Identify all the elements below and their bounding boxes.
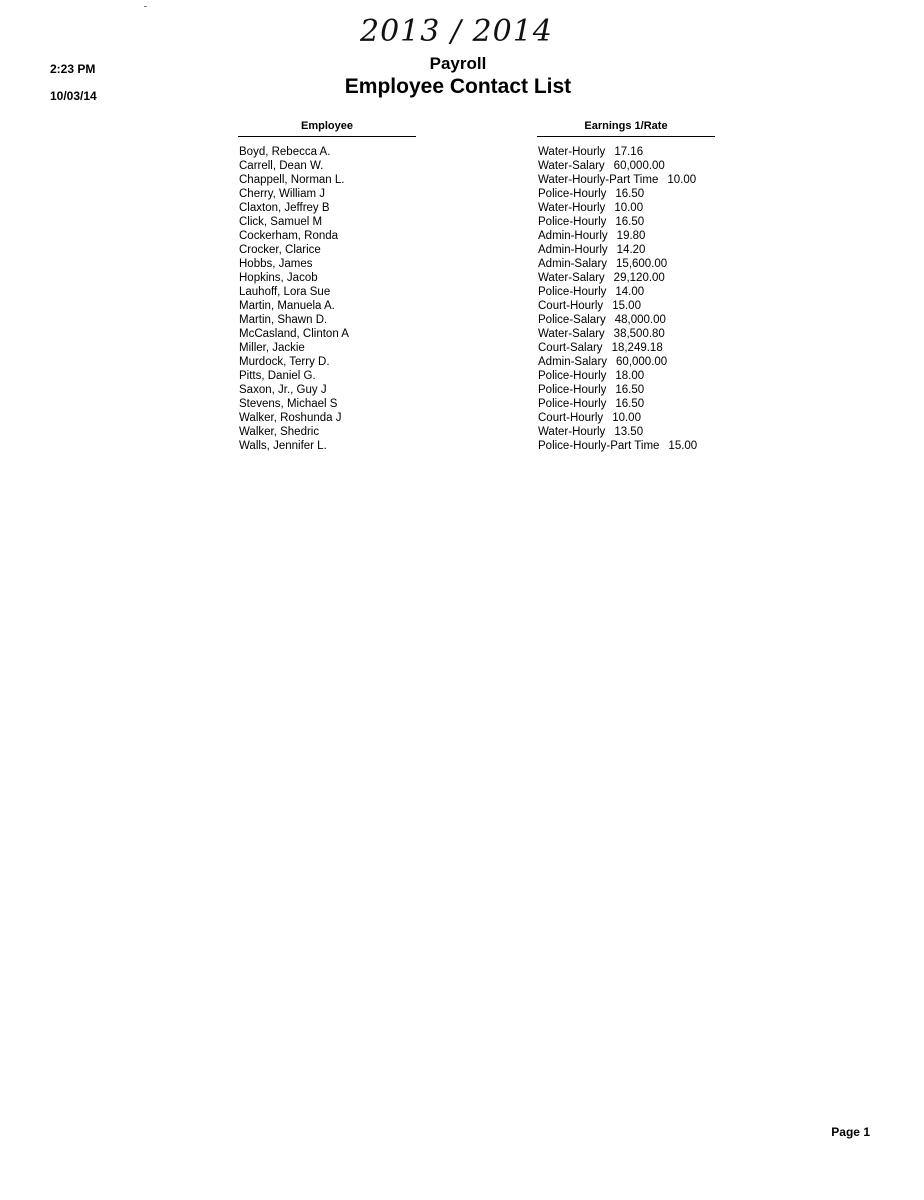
employee-name: Click, Samuel M [239,216,323,228]
earnings-rate: 18,249.18 [611,342,663,354]
table-row [0,201,924,215]
employee-name: Carrell, Dean W. [239,160,324,172]
table-row [0,173,924,187]
earnings-type: Police-Salary [538,314,606,326]
earnings-rate: 16.50 [615,216,645,228]
employee-name: Hopkins, Jacob [239,272,318,284]
earnings-rate: 18.00 [615,370,645,382]
earnings-rate: 48,000.00 [614,314,666,326]
earnings-type: Police-Hourly [538,188,607,200]
earnings-cell [538,159,665,173]
earnings-type: Water-Hourly [538,202,606,214]
employee-name: Claxton, Jeffrey B [239,202,330,214]
earnings-cell [538,341,663,355]
earnings-rate: 60,000.00 [616,356,668,368]
employee-name: Miller, Jackie [239,342,305,354]
employee-name: Cherry, William J [239,188,326,200]
earnings-cell [538,229,645,243]
earnings-rate: 16.50 [615,398,645,410]
earnings-type: Admin-Salary [538,356,608,368]
earnings-type: Police-Hourly [538,216,607,228]
employee-name: Boyd, Rebecca A. [239,146,331,158]
earnings-rate: 15,600.00 [616,258,668,270]
table-row [0,271,924,285]
employee-name: Crocker, Clarice [239,244,321,256]
table-row [0,383,924,397]
table-row [0,229,924,243]
earnings-rate: 14.20 [616,244,646,256]
earnings-cell [538,327,665,341]
earnings-rate: 15.00 [612,300,641,312]
earnings-cell [538,397,644,411]
table-row [0,215,924,229]
handwritten-year-annotation: 2013 / 2014 [360,14,553,49]
table-row [0,341,924,355]
earnings-cell [538,285,644,299]
earnings-rate: 10.00 [614,202,644,214]
earnings-type: Water-Salary [538,160,605,172]
table-row [0,299,924,313]
earnings-cell [538,271,665,285]
earnings-type: Admin-Hourly [538,244,608,256]
earnings-cell [538,355,667,369]
earnings-rate: 60,000.00 [613,160,665,172]
report-date: 10/03/14 [50,89,97,103]
employee-name: Saxon, Jr., Guy J [239,384,327,396]
earnings-rate: 15.00 [668,440,698,452]
earnings-rate: 13.50 [614,426,644,438]
employee-name: Chappell, Norman L. [239,174,345,186]
table-row [0,439,924,453]
earnings-rate: 16.50 [615,188,645,200]
employee-name: Walls, Jennifer L. [239,440,327,452]
earnings-cell [538,439,697,453]
employee-name: Hobbs, James [239,258,313,270]
earnings-cell [538,173,696,187]
earnings-type: Water-Hourly-Part Time [538,174,659,186]
earnings-rate: 19.80 [616,230,646,242]
earnings-cell [538,201,643,215]
column-header-earnings: Earnings 1/Rate [537,120,715,137]
table-row [0,285,924,299]
table-row [0,397,924,411]
table-row [0,355,924,369]
earnings-type: Police-Hourly-Part Time [538,440,660,452]
table-row [0,159,924,173]
earnings-rate: 17.16 [614,146,644,158]
earnings-cell [538,243,645,257]
earnings-rate: 16.50 [615,384,645,396]
earnings-rate: 38,500.80 [613,328,665,340]
earnings-cell [538,313,666,327]
table-row [0,369,924,383]
earnings-rate: 14.00 [615,286,645,298]
employee-name: Lauhoff, Lora Sue [239,286,331,298]
employee-table [0,145,924,453]
earnings-cell [538,425,643,439]
earnings-type: Police-Hourly [538,286,607,298]
earnings-type: Admin-Salary [538,258,608,270]
earnings-type: Court-Salary [538,342,603,354]
report-subtitle: Employee Contact List [344,75,572,98]
employee-name: Martin, Manuela A. [239,300,335,312]
earnings-cell [538,215,644,229]
table-row [0,187,924,201]
earnings-type: Water-Hourly [538,426,606,438]
earnings-type: Court-Hourly [538,300,604,312]
earnings-type: Water-Salary [538,272,605,284]
table-row [0,411,924,425]
employee-name: Cockerham, Ronda [239,230,339,242]
earnings-rate: 10.00 [612,412,641,424]
earnings-type: Admin-Hourly [538,230,608,242]
earnings-type: Police-Hourly [538,398,607,410]
earnings-type: Police-Hourly [538,384,607,396]
employee-name: Pitts, Daniel G. [239,370,316,382]
employee-name: Martin, Shawn D. [239,314,328,326]
earnings-cell [538,187,644,201]
employee-name: McCasland, Clinton A [239,328,349,340]
table-row [0,145,924,159]
earnings-type: Police-Hourly [538,370,607,382]
employee-name: Stevens, Michael S [239,398,338,410]
table-row [0,327,924,341]
earnings-cell [538,257,667,271]
table-row [0,257,924,271]
earnings-type: Water-Salary [538,328,605,340]
report-title: Payroll [429,54,487,73]
table-row [0,313,924,327]
earnings-cell [538,299,641,313]
earnings-type: Water-Hourly [538,146,606,158]
page-number: Page 1 [831,1125,870,1139]
report-time: 2:23 PM [50,62,96,76]
earnings-rate: 10.00 [667,174,697,186]
scan-speck [144,6,147,7]
employee-name: Walker, Shedric [239,426,320,438]
earnings-cell [538,383,644,397]
earnings-cell [538,369,644,383]
table-row [0,243,924,257]
column-header-employee: Employee [238,120,416,137]
earnings-cell [538,145,643,159]
earnings-type: Court-Hourly [538,412,604,424]
table-row [0,425,924,439]
earnings-cell [538,411,641,425]
earnings-rate: 29,120.00 [613,272,665,284]
employee-name: Murdock, Terry D. [239,356,330,368]
employee-name: Walker, Roshunda J [239,412,342,424]
